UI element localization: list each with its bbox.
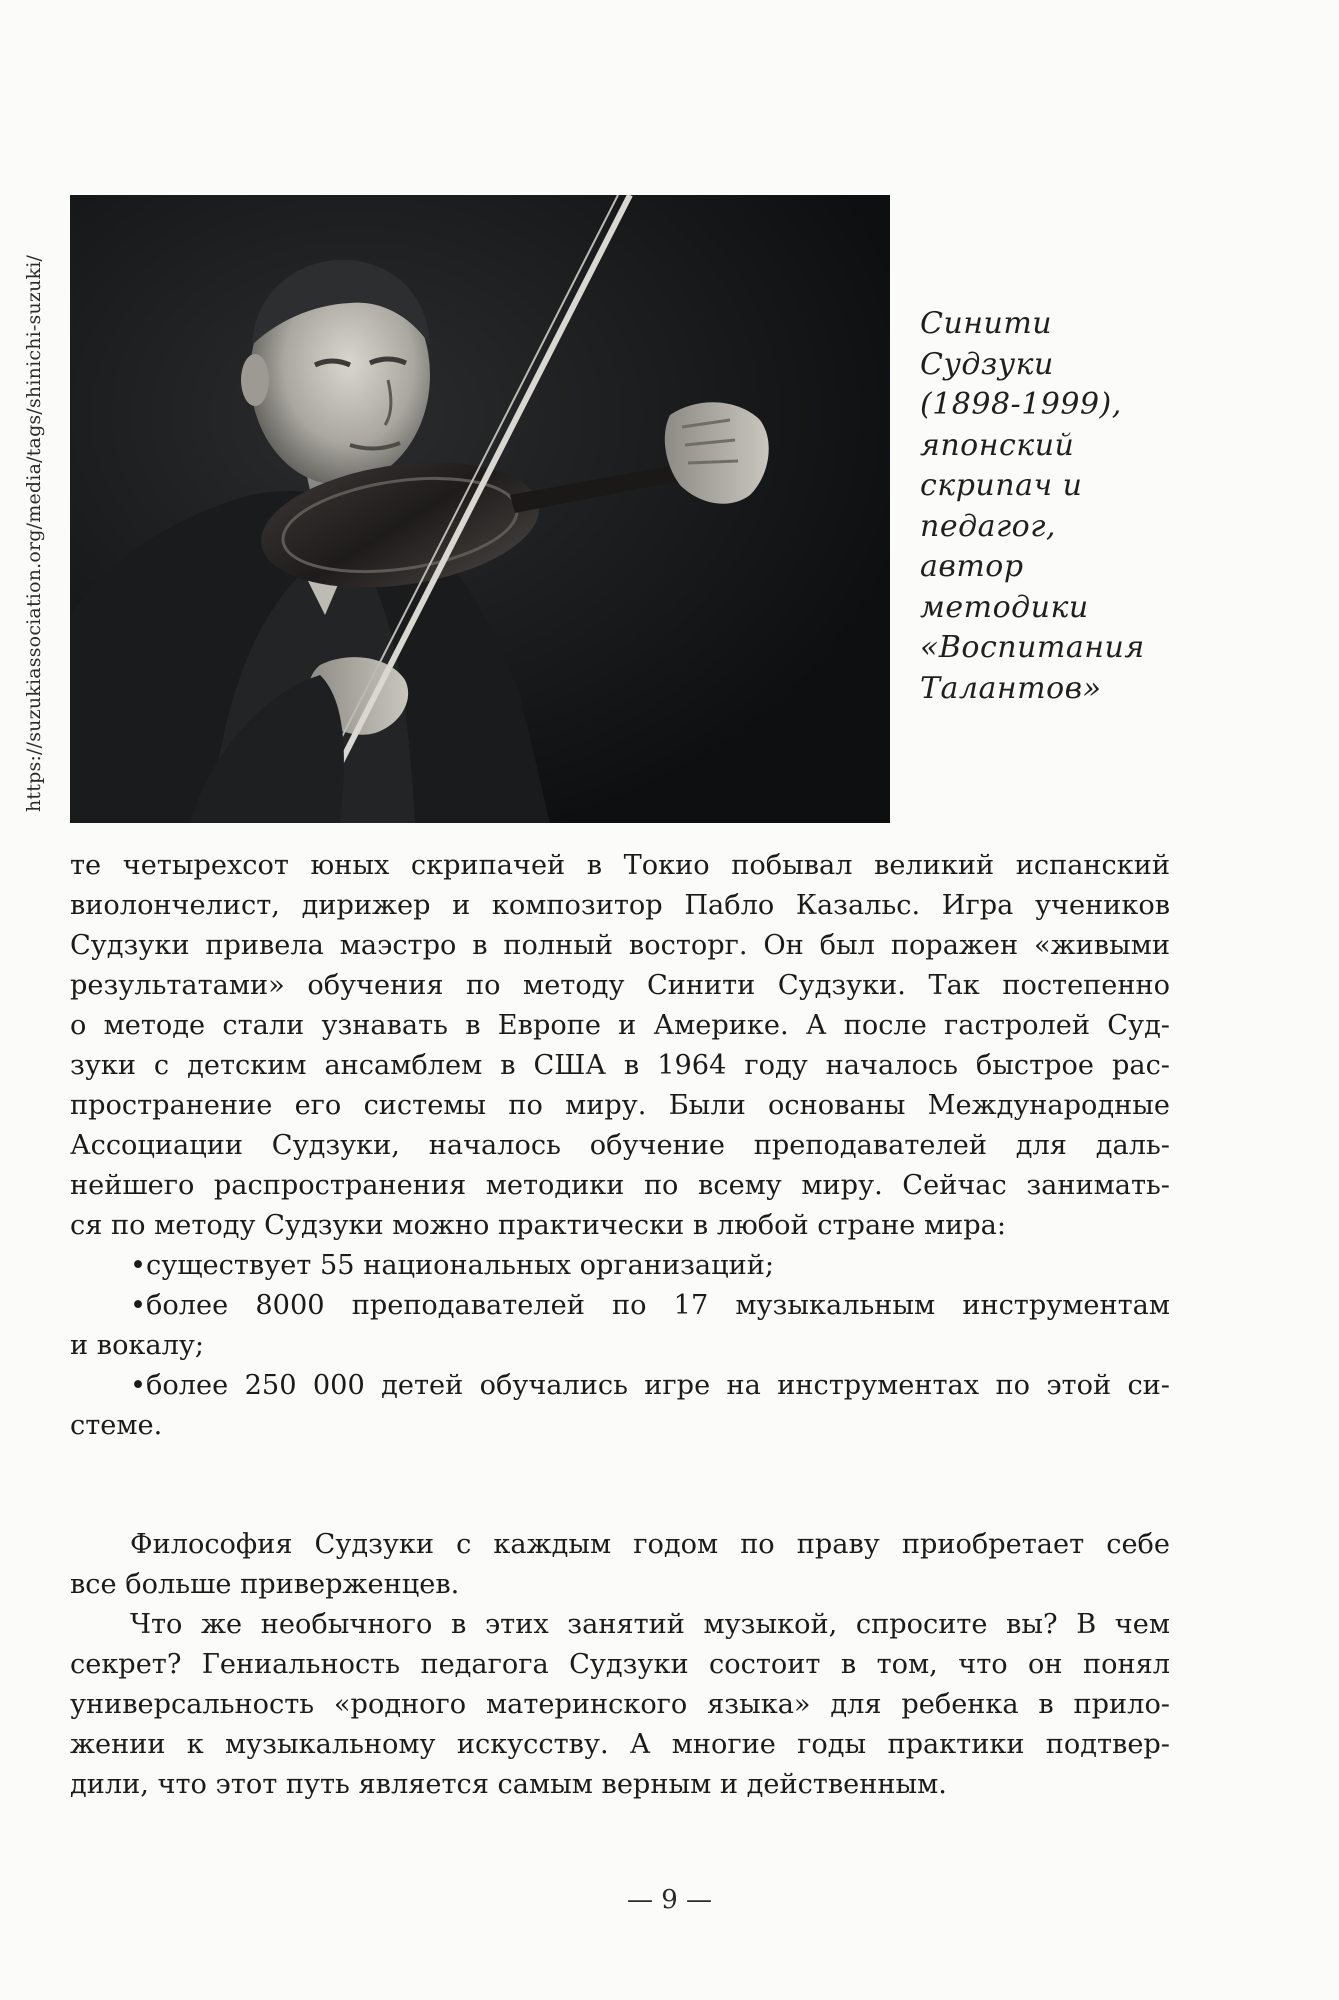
list-item-continuation: и вокалу; — [70, 1330, 205, 1361]
paragraph-secret — [70, 1605, 1170, 1805]
text-line: жении к музыкальному искусству. А многие годы практики подтвер- — [70, 1729, 1170, 1760]
text-line: зуки с детским ансамблем в США в 1964 году началось быстрое рас- — [70, 1050, 1170, 1081]
list-item-continuation: стеме. — [70, 1410, 163, 1441]
text-line: виолончелист, дирижер и композитор Пабло Казальс. Игра учеников — [70, 890, 1170, 921]
text-line: универсальность «родного материнского языка» для ребенка в прило- — [70, 1689, 1170, 1720]
list-item: •более 8000 преподавателей по 17 музыкальным инструментам — [130, 1290, 1170, 1321]
main-paragraph — [70, 846, 1170, 1246]
caption-line: автор — [920, 549, 1024, 584]
bullet-list — [70, 1246, 1170, 1446]
text-line: пространение его системы по миру. Были основаны Международные — [70, 1090, 1170, 1121]
text-line: секрет? Гениальность педагога Судзуки состоит в том, что он понял — [70, 1649, 1170, 1680]
text-line: Философия Судзуки с каждым годом по праву приобретает себе — [130, 1529, 1170, 1560]
caption-line: «Воспитания — [920, 630, 1145, 665]
photo-source-url: https://suzukiassociation.org/media/tags/shinichi-suzuki/ — [23, 254, 45, 812]
text-line: ся по методу Судзуки можно практически в любой стране мира: — [70, 1210, 1007, 1241]
paragraph-philosophy — [70, 1525, 1170, 1605]
text-line: все больше приверженцев. — [70, 1569, 460, 1600]
text-line: Что же необычного в этих занятий музыкой, спросите вы? В чем — [130, 1609, 1170, 1640]
photo-caption — [920, 304, 1220, 709]
page-number: — 9 — — [626, 1885, 713, 1915]
text-line: результатами» обучения по методу Синити Судзуки. Так постепенно — [70, 970, 1170, 1001]
text-line: Ассоциации Судзуки, началось обучение преподавателей для даль- — [70, 1130, 1170, 1161]
list-item: •существует 55 национальных организаций; — [130, 1250, 775, 1281]
caption-line: Талантов» — [920, 670, 1102, 706]
caption-line: (1898-1999), — [920, 387, 1122, 422]
caption-line: японский — [920, 427, 1075, 463]
caption-line: Судзуки — [920, 346, 1054, 382]
text-line: дили, что этот путь является самым верным и действенным. — [70, 1769, 947, 1800]
text-line: о методе стали узнавать в Европе и Америке. А после гастролей Суд- — [70, 1010, 1170, 1041]
text-line: Судзуки привела маэстро в полный восторг. Он был поражен «живыми — [70, 930, 1170, 961]
caption-line: методики — [920, 589, 1089, 625]
list-item: •более 250 000 детей обучались игре на инструментах по этой си- — [130, 1370, 1170, 1401]
violinist-photo — [70, 195, 890, 823]
caption-line: Синити — [920, 306, 1053, 341]
text-line: нейшего распространения методики по всему миру. Сейчас занимать- — [70, 1170, 1170, 1201]
text-line: те четырехсот юных скрипачей в Токио побывал великий испанский — [70, 850, 1170, 881]
caption-line: скрипач и — [920, 468, 1083, 503]
caption-line: педагог, — [920, 508, 1056, 544]
